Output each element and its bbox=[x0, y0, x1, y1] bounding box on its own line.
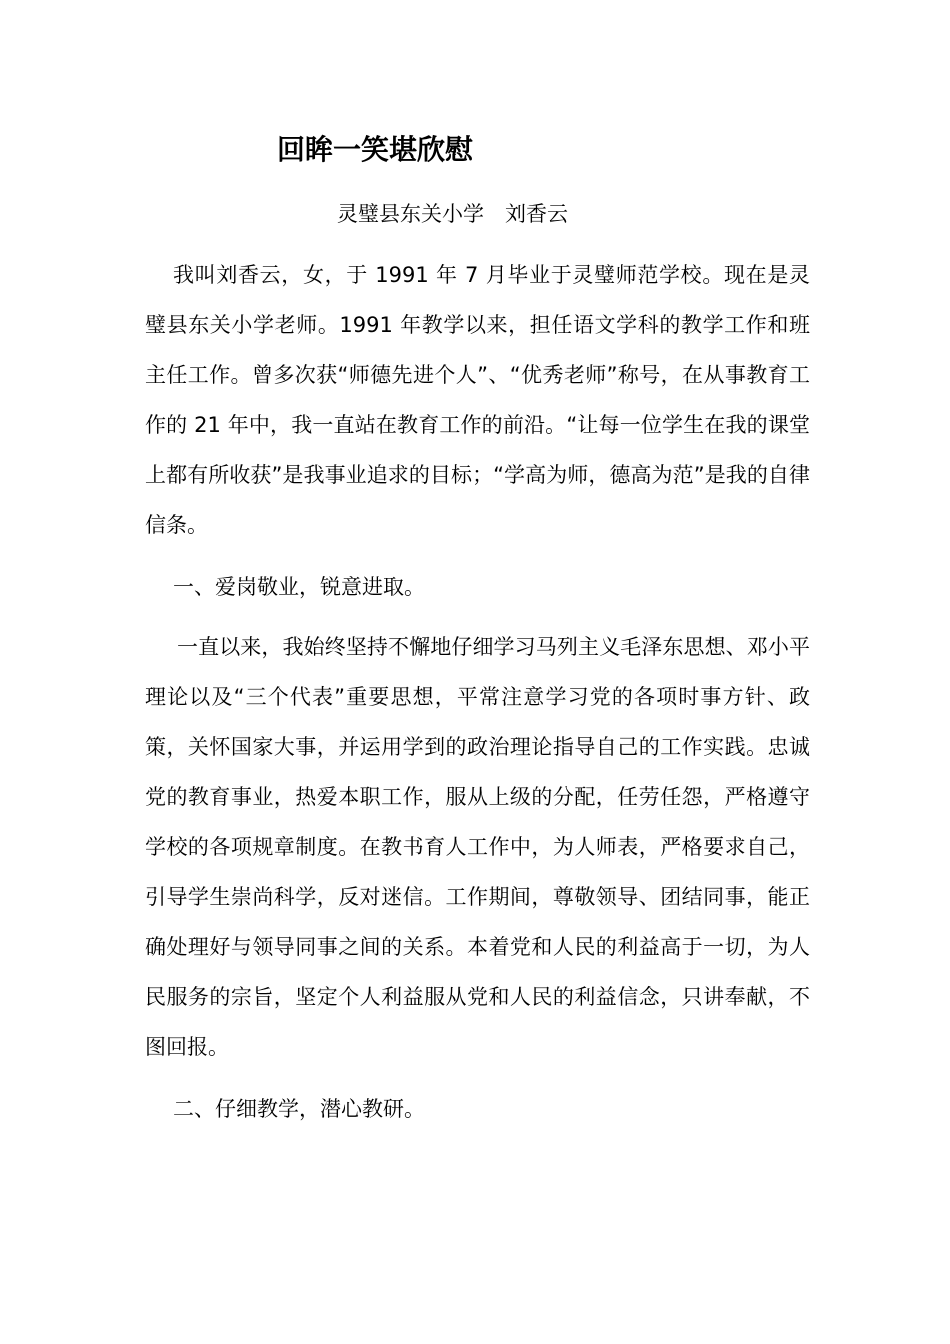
paragraph-section-1: 一直以来，我始终坚持不懈地仔细学习马列主义毛泽东思想、邓小平理论以及“三个代表”重要思想，平常注意学习党的各项时事方针、政策，关怀国家大事，并运用学到的政治理论指导自己的工作实践。忠诚党的教育事业，热爱本职工作，服从上级的分配，任劳任怨，严格遵守学校的各项规章制度。在教书育人工作中，为人师表，严格要求自己，引导学生崇尚科学，反对迷信。工作期间，尊敬领导、团结同事，能正确处理好与领导同事之间的关系。本着党和人民的利益高于一切，为人民服务的宗旨，坚定个人利益服从党和人民的利益信念，只讲奉献，不图回报。 bbox=[145, 635, 810, 1059]
document-title: 回眸一笑堪欣慰 bbox=[277, 133, 474, 166]
section-heading-1: 一、爱岗敬业，锐意进取。 bbox=[173, 575, 425, 599]
author-line: 灵璧县东关小学 刘香云 bbox=[337, 202, 568, 226]
section-heading-2: 二、仔细教学，潜心教研。 bbox=[173, 1097, 425, 1121]
paragraph-introduction: 我叫刘香云，女，于 1991 年 7 月毕业于灵璧师范学校。现在是灵璧县东关小学老师。1991 年教学以来，担任语文学科的教学工作和班主任工作。曾多次获“师德先进个人”、“优秀老师”称号，在从事教育工作的 21 年中，我一直站在教育工作的前沿。“让每一位学生在我的课堂上都有所收获”是我事业追求的目标；“学高为师，德高为范”是我的自律信条。 bbox=[145, 263, 810, 537]
